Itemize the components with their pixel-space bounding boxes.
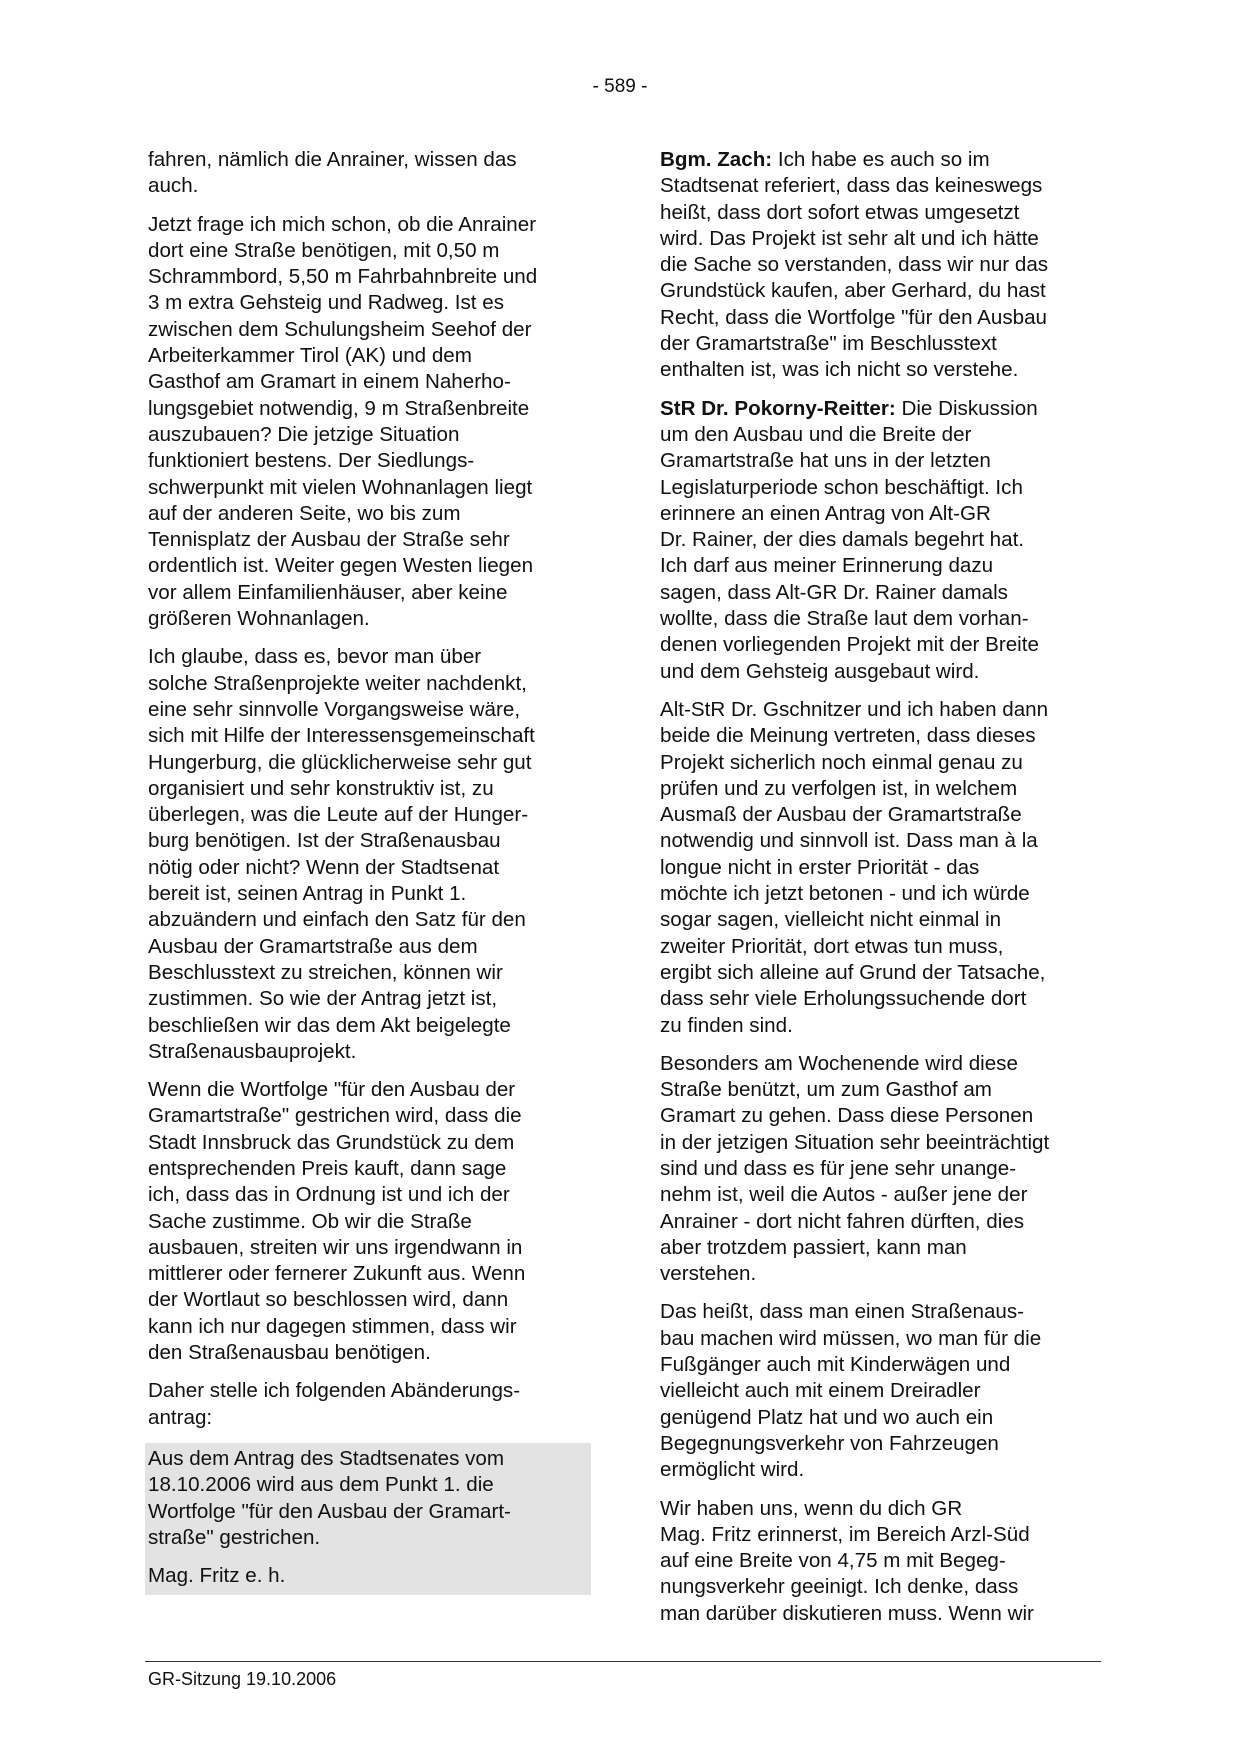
text-line: nötig oder nicht? Wenn der Stadtsenat — [148, 855, 500, 879]
text-line: antrag: — [148, 1405, 213, 1429]
text-line: heißt, dass dort sofort etwas umgesetzt — [660, 200, 1020, 224]
speech-text: Ich habe es auch so im — [772, 148, 990, 171]
text-line: in der jetzigen Situation sehr beeinträchtigt — [660, 1130, 1050, 1154]
speaker-name: Bgm. Zach: — [660, 148, 773, 171]
text-line: nehm ist, weil die Autos - außer jene der — [660, 1183, 1028, 1207]
text-line: der Wortlaut so beschlossen wird, dann — [148, 1288, 509, 1312]
text-line: Straße benützt, um zum Gasthof am — [660, 1078, 992, 1102]
text-line: lungsgebiet notwendig, 9 m Straßenbreite — [148, 396, 530, 420]
text-line: Ich darf aus meiner Erinnerung dazu — [660, 554, 994, 578]
text-line: Dr. Rainer, der dies damals begehrt hat. — [660, 528, 1025, 552]
text-line: denen vorliegenden Projekt mit der Breite — [660, 633, 1039, 657]
text-line: Stadt Innsbruck das Grundstück zu dem — [148, 1130, 515, 1154]
text-line: genügend Platz hat und wo auch ein — [660, 1405, 994, 1429]
text-line: auf eine Breite von 4,75 m mit Begeg- — [660, 1549, 1006, 1573]
text-line: Gasthof am Gramart in einem Naherho- — [148, 370, 511, 394]
amendment-motion-box — [145, 1443, 591, 1595]
text-line: größeren Wohnanlagen. — [148, 607, 370, 631]
speech-text: Die Diskussion — [895, 396, 1038, 420]
text-line: zustimmen. So wie der Antrag jetzt ist, — [148, 987, 498, 1011]
text-line: bau machen wird müssen, wo man für die — [660, 1326, 1042, 1350]
text-line: entsprechenden Preis kauft, dann sage — [148, 1156, 507, 1180]
text-line: Beschlusstext zu streichen, können wir — [148, 960, 503, 984]
text-line: dort eine Straße benötigen, mit 0,50 m — [148, 238, 500, 262]
text-line: Wir haben uns, wenn du dich GR — [660, 1496, 963, 1520]
text-line: Tennisplatz der Ausbau der Straße sehr — [148, 528, 510, 552]
text-line: auszubauen? Die jetzige Situation — [148, 422, 460, 446]
text-line: ich, dass das in Ordnung ist und ich der — [148, 1183, 510, 1207]
text-line: man darüber diskutieren muss. Wenn wir — [660, 1601, 1034, 1625]
text-line: organisiert und sehr konstruktiv ist, zu — [148, 776, 494, 800]
text-line: nungsverkehr geeinigt. Ich denke, dass — [660, 1575, 1019, 1599]
text-line — [660, 147, 1100, 173]
text-line: wollte, dass die Straße laut dem vorhan- — [660, 607, 1029, 631]
footer-divider — [145, 1661, 1101, 1662]
text-line: straße" gestrichen. — [148, 1525, 321, 1549]
text-line: 3 m extra Gehsteig und Radweg. Ist es — [148, 291, 504, 315]
text-line: sind und dass es für jene sehr unange- — [660, 1156, 1017, 1180]
text-line: die Sache so verstanden, dass wir nur das — [660, 253, 1049, 277]
text-line: Gramart zu gehen. Dass diese Personen — [660, 1104, 1034, 1128]
page-number: - 589 - — [592, 76, 648, 97]
text-line: longue nicht in erster Priorität - das — [660, 855, 980, 879]
text-line: Fußgänger auch mit Kinderwägen und — [660, 1353, 1011, 1377]
text-line: Anrainer - dort nicht fahren dürften, dies — [660, 1209, 1025, 1233]
text-line: Ich glaube, dass es, bevor man über — [148, 645, 482, 669]
text-line: notwendig und sinnvoll ist. Dass man à la — [660, 829, 1038, 853]
text-line: Hungerburg, die glücklicherweise sehr gut — [148, 750, 532, 774]
paragraph — [148, 1378, 588, 1431]
text-line: Daher stelle ich folgenden Abänderungs- — [148, 1379, 521, 1403]
text-line: aber trotzdem passiert, kann man — [660, 1235, 967, 1259]
text-line: dass sehr viele Erholungssuchende dort — [660, 987, 1027, 1011]
text-line: möchte ich jetzt betonen - und ich würde — [660, 882, 1030, 906]
paragraph — [660, 1496, 1100, 1627]
footer-session-date: GR-Sitzung 19.10.2006 — [148, 1669, 337, 1689]
paragraph — [660, 1051, 1100, 1288]
text-line: eine sehr sinnvolle Vorgangsweise wäre, — [148, 697, 521, 721]
speaker-name: StR Dr. Pokorny-Reitter: — [660, 396, 896, 420]
text-line: beschließen wir das dem Akt beigelegte — [148, 1013, 511, 1037]
text-line: wird. Das Projekt ist sehr alt und ich hätte — [660, 226, 1039, 250]
text-line: Legislaturperiode schon beschäftigt. Ich — [660, 475, 1023, 499]
text-line: Schrammbord, 5,50 m Fahrbahnbreite und — [148, 265, 538, 289]
text-line: burg benötigen. Ist der Straßenausbau — [148, 829, 501, 853]
paragraph — [148, 147, 588, 200]
text-line: ordentlich ist. Weiter gegen Westen liegen — [148, 554, 534, 578]
right-column — [660, 147, 1100, 1639]
text-line: Sache zustimme. Ob wir die Straße — [148, 1209, 472, 1233]
text-line: zu finden sind. — [660, 1013, 793, 1037]
text-line: zweiter Priorität, dort etwas tun muss, — [660, 934, 1004, 958]
paragraph — [148, 644, 588, 1065]
text-line: der Gramartstraße" im Beschlusstext — [660, 332, 997, 356]
text-line: auch. — [148, 174, 199, 198]
text-line: Mag. Fritz erinnerst, im Bereich Arzl-Süd — [660, 1522, 1030, 1546]
text-line: sagen, dass Alt-GR Dr. Rainer damals — [660, 580, 1008, 604]
text-line: Begegnungsverkehr von Fahrzeugen — [660, 1431, 999, 1455]
text-line: Recht, dass die Wortfolge "für den Ausbau — [660, 305, 1047, 329]
text-line: mittlerer oder fernerer Zukunft aus. Wenn — [148, 1262, 526, 1286]
text-line: prüfen und zu verfolgen ist, in welchem — [660, 776, 1018, 800]
text-line: auf der anderen Seite, wo bis zum — [148, 501, 461, 525]
text-line: vor allem Einfamilienhäuser, aber keine — [148, 580, 508, 604]
text-line: den Straßenausbau benötigen. — [148, 1341, 431, 1365]
text-line: Ausbau der Gramartstraße aus dem — [148, 934, 478, 958]
paragraph — [660, 396, 1100, 685]
text-line: ermöglicht wird. — [660, 1458, 805, 1482]
text-line: um den Ausbau und die Breite der — [660, 422, 972, 446]
text-line: Jetzt frage ich mich schon, ob die Anrainer — [148, 212, 537, 236]
text-line: fahren, nämlich die Anrainer, wissen das — [148, 148, 517, 171]
paragraph — [660, 1299, 1100, 1483]
text-line: Wortfolge "für den Ausbau der Gramart- — [148, 1499, 511, 1523]
text-line: Stadtsenat referiert, dass das keineswegs — [660, 174, 1043, 198]
text-line: bereit ist, seinen Antrag in Punkt 1. — [148, 882, 467, 906]
text-line: enthalten ist, was ich nicht so verstehe. — [660, 358, 1019, 382]
text-line: Arbeiterkammer Tirol (AK) und dem — [148, 344, 472, 368]
paragraph — [660, 697, 1100, 1039]
text-line: solche Straßenprojekte weiter nachdenkt, — [148, 671, 527, 695]
text-line: ergibt sich alleine auf Grund der Tatsache, — [660, 960, 1046, 984]
text-line: Ausmaß der Ausbau der Gramartstraße — [660, 803, 1022, 827]
text-line — [660, 396, 1100, 422]
paragraph — [148, 1077, 588, 1366]
text-line: kann ich nur dagegen stimmen, dass wir — [148, 1314, 517, 1338]
text-line: abzuändern und einfach den Satz für den — [148, 908, 526, 932]
motion-paragraph — [148, 1563, 588, 1589]
text-line: Gramartstraße" gestrichen wird, dass die — [148, 1104, 522, 1128]
text-line: Gramartstraße hat uns in der letzten — [660, 449, 991, 473]
text-line: erinnere an einen Antrag von Alt-GR — [660, 501, 991, 525]
text-line: überlegen, was die Leute auf der Hunger- — [148, 803, 529, 827]
text-line: Alt-StR Dr. Gschnitzer und ich haben dann — [660, 697, 1049, 721]
text-line: ausbauen, streiten wir uns irgendwann in — [148, 1235, 523, 1259]
text-line: verstehen. — [660, 1262, 757, 1286]
text-line: schwerpunkt mit vielen Wohnanlagen liegt — [148, 475, 533, 499]
text-line: Projekt sicherlich noch einmal genau zu — [660, 750, 1023, 774]
text-line: beide die Meinung vertreten, dass dieses — [660, 724, 1036, 748]
text-line: Grundstück kaufen, aber Gerhard, du hast — [660, 279, 1046, 303]
text-line: Mag. Fritz e. h. — [148, 1564, 286, 1588]
text-line: vielleicht auch mit einem Dreiradler — [660, 1379, 981, 1403]
text-line: Aus dem Antrag des Stadtsenates vom — [148, 1446, 505, 1470]
text-line: Wenn die Wortfolge "für den Ausbau der — [148, 1078, 516, 1102]
text-line: funktioniert bestens. Der Siedlungs- — [148, 449, 475, 473]
text-line: Straßenausbauprojekt. — [148, 1039, 357, 1063]
text-line: sogar sagen, vielleicht nicht einmal in — [660, 908, 1002, 932]
text-line: Besonders am Wochenende wird diese — [660, 1051, 1018, 1075]
paragraph — [148, 212, 588, 633]
text-line: sich mit Hilfe der Interessensgemeinschaft — [148, 724, 535, 748]
paragraph — [660, 147, 1100, 384]
text-line: und dem Gehsteig ausgebaut wird. — [660, 659, 980, 683]
text-line: 18.10.2006 wird aus dem Punkt 1. die — [148, 1473, 494, 1497]
text-line: zwischen dem Schulungsheim Seehof der — [148, 317, 532, 341]
motion-paragraph — [148, 1446, 588, 1551]
left-column — [148, 147, 588, 1595]
text-line: Das heißt, dass man einen Straßenaus- — [660, 1300, 1025, 1324]
